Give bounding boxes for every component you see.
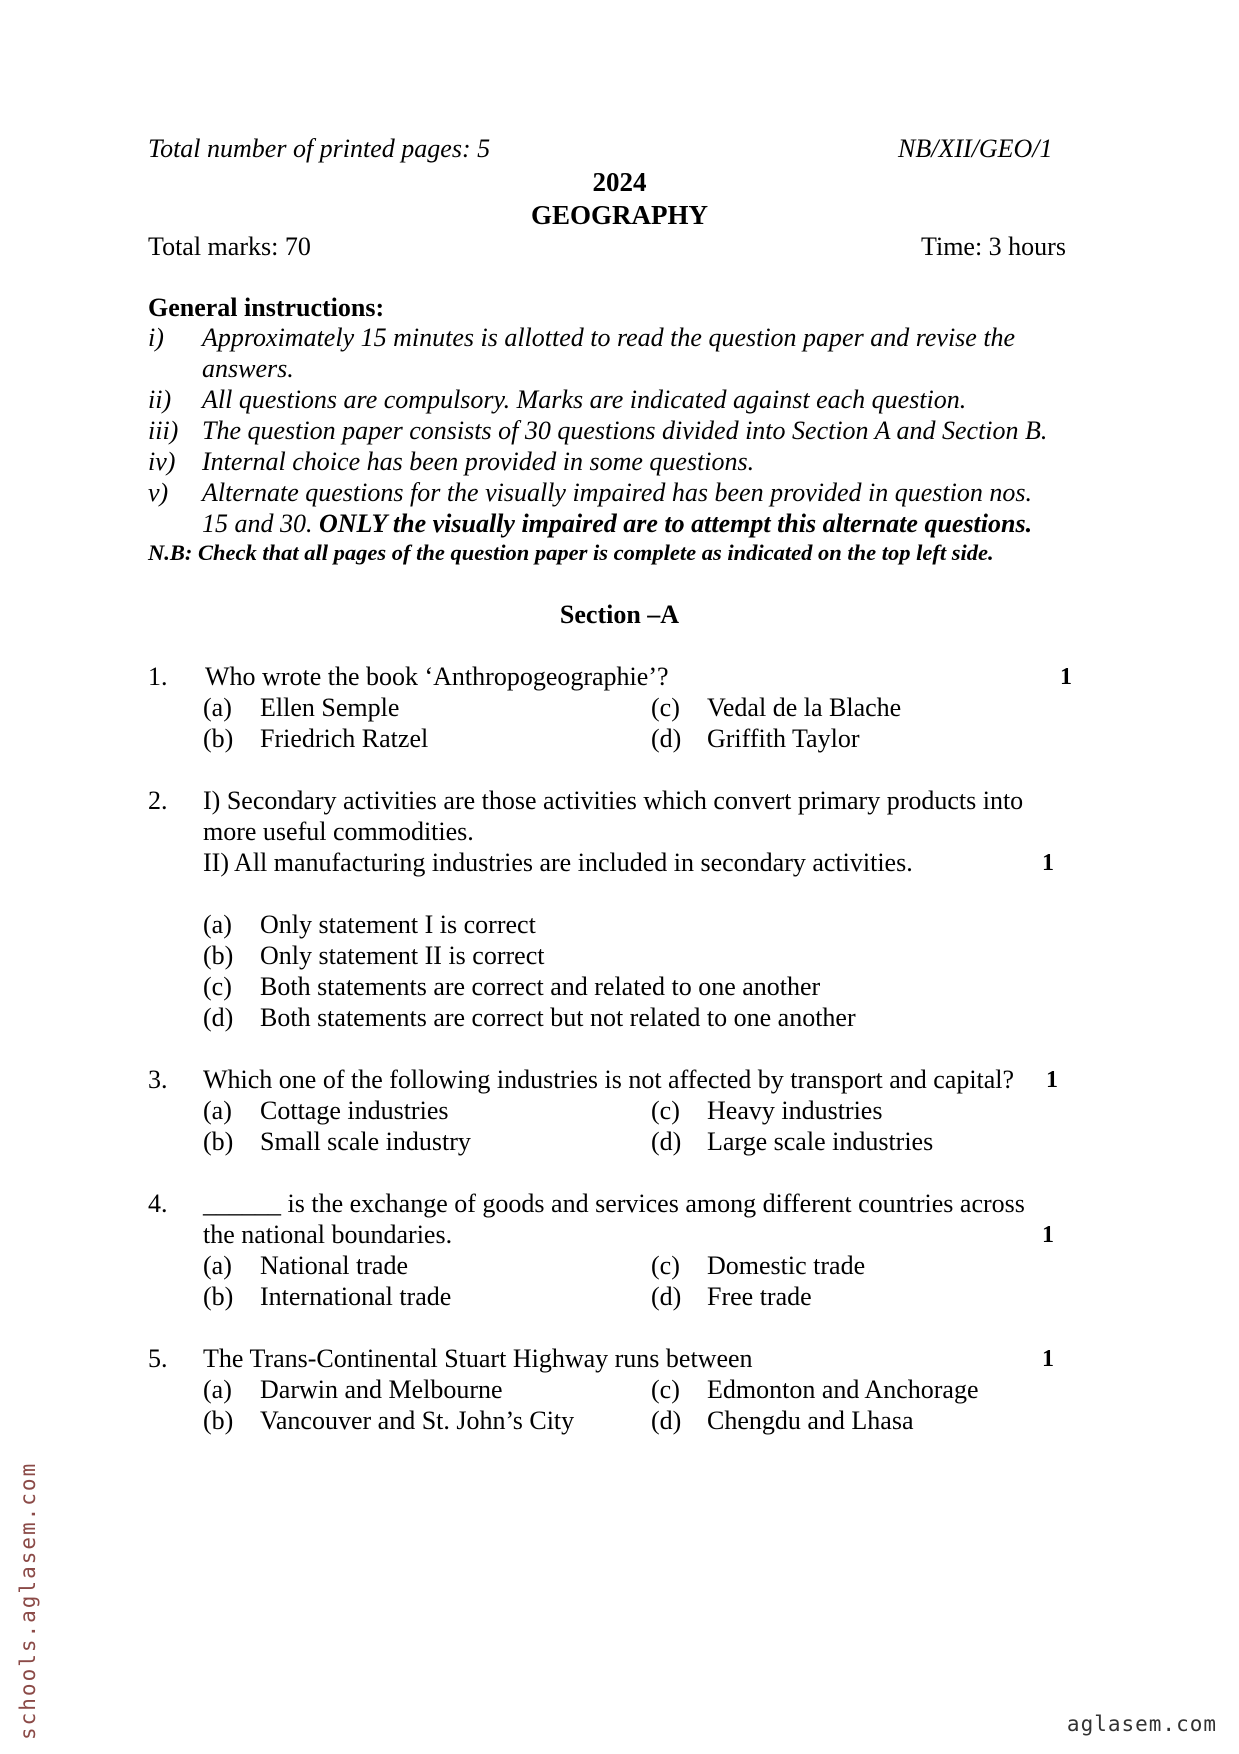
option-label: (d) bbox=[651, 1406, 682, 1435]
option-text: Friedrich Ratzel bbox=[260, 724, 429, 753]
question-number: 4. bbox=[148, 1189, 168, 1218]
option-text: Darwin and Melbourne bbox=[260, 1375, 503, 1404]
option-text: National trade bbox=[260, 1251, 408, 1280]
option-text: Both statements are correct but not related to one another bbox=[260, 1003, 856, 1032]
question-text-part: is the exchange of goods and services among different countries across bbox=[281, 1189, 1025, 1218]
question-text: The Trans-Continental Stuart Highway runs between bbox=[203, 1344, 753, 1373]
instructions-heading: General instructions: bbox=[148, 293, 385, 322]
option-label: (c) bbox=[651, 1096, 680, 1125]
question-number: 5. bbox=[148, 1344, 168, 1373]
instruction-text: answers. bbox=[202, 354, 294, 383]
question-text: I) Secondary activities are those activities which convert primary products into bbox=[203, 786, 1024, 815]
option-text: International trade bbox=[260, 1282, 452, 1311]
option-text: Free trade bbox=[707, 1282, 812, 1311]
option-text: Domestic trade bbox=[707, 1251, 866, 1280]
paper-code: NB/XII/GEO/1 bbox=[898, 134, 1053, 163]
question-marks: 1 bbox=[1042, 850, 1054, 876]
option-text: Vedal de la Blache bbox=[707, 693, 902, 722]
question-text: Who wrote the book ‘Anthropogeographie’? bbox=[205, 662, 669, 691]
question-marks: 1 bbox=[1042, 1222, 1054, 1248]
option-text: Griffith Taylor bbox=[707, 724, 860, 753]
option-label: (c) bbox=[203, 972, 232, 1001]
instruction-num: i) bbox=[148, 323, 164, 352]
instruction-emphasis: ONLY the visually impaired are to attempt this alternate questions. bbox=[319, 509, 1033, 538]
option-label: (a) bbox=[203, 1096, 232, 1125]
question-text: II) All manufacturing industries are included in secondary activities. bbox=[203, 848, 913, 877]
side-watermark: schools.aglasem.com bbox=[16, 1461, 40, 1740]
exam-year: 2024 bbox=[592, 167, 647, 197]
option-text: Heavy industries bbox=[707, 1096, 883, 1125]
question-number: 2. bbox=[148, 786, 168, 815]
option-label: (c) bbox=[651, 1251, 680, 1280]
bottom-watermark: aglasem.com bbox=[1066, 1712, 1217, 1736]
option-text: Vancouver and St. John’s City bbox=[260, 1406, 575, 1435]
option-label: (d) bbox=[203, 1003, 234, 1032]
instruction-num: iv) bbox=[148, 447, 176, 476]
instruction-text: Internal choice has been provided in some questions. bbox=[202, 447, 755, 476]
option-text: Edmonton and Anchorage bbox=[707, 1375, 979, 1404]
instruction-num: v) bbox=[148, 478, 169, 507]
total-marks: Total marks: 70 bbox=[148, 232, 311, 261]
option-label: (a) bbox=[203, 1251, 232, 1280]
question-marks: 1 bbox=[1046, 1067, 1058, 1093]
question-text: Which one of the following industries is not affected by transport and capital? bbox=[203, 1065, 1015, 1094]
instruction-num: iii) bbox=[148, 416, 179, 445]
instruction-text-part: 15 and 30. bbox=[202, 509, 313, 538]
section-title: Section –A bbox=[559, 600, 680, 629]
question-number: 1. bbox=[148, 662, 168, 691]
instruction-text: Approximately 15 minutes is allotted to read the question paper and revise the bbox=[202, 323, 1016, 352]
question-marks: 1 bbox=[1042, 1346, 1054, 1372]
instruction-text bbox=[202, 509, 1032, 539]
question-marks: 1 bbox=[1060, 664, 1072, 690]
option-label: (b) bbox=[203, 941, 234, 970]
option-label: (a) bbox=[203, 693, 232, 722]
option-label: (a) bbox=[203, 910, 232, 939]
printed-pages: Total number of printed pages: 5 bbox=[148, 134, 491, 163]
option-text: Only statement I is correct bbox=[260, 910, 536, 939]
exam-time: Time: 3 hours bbox=[921, 232, 1066, 261]
option-label: (b) bbox=[203, 724, 234, 753]
fill-blank: ______ bbox=[203, 1189, 281, 1218]
option-label: (d) bbox=[651, 1127, 682, 1156]
question-text: more useful commodities. bbox=[203, 817, 474, 846]
option-text: Small scale industry bbox=[260, 1127, 471, 1156]
option-label: (d) bbox=[651, 724, 682, 753]
option-text: Cottage industries bbox=[260, 1096, 449, 1125]
question-text bbox=[203, 1189, 1025, 1219]
instruction-text: All questions are compulsory. Marks are indicated against each question. bbox=[202, 385, 967, 414]
subject-title: GEOGRAPHY bbox=[530, 200, 708, 230]
question-number: 3. bbox=[148, 1065, 168, 1094]
option-text: Large scale industries bbox=[707, 1127, 934, 1156]
option-text: Both statements are correct and related to one another bbox=[260, 972, 821, 1001]
instruction-num: ii) bbox=[148, 385, 172, 414]
option-label: (d) bbox=[651, 1282, 682, 1311]
option-text: Chengdu and Lhasa bbox=[707, 1406, 914, 1435]
instruction-text: Alternate questions for the visually impaired has been provided in question nos. bbox=[202, 478, 1032, 507]
option-label: (c) bbox=[651, 693, 680, 722]
option-label: (b) bbox=[203, 1127, 234, 1156]
option-label: (a) bbox=[203, 1375, 232, 1404]
option-label: (c) bbox=[651, 1375, 680, 1404]
option-label: (b) bbox=[203, 1282, 234, 1311]
option-text: Only statement II is correct bbox=[260, 941, 545, 970]
nb-note: N.B: Check that all pages of the question paper is complete as indicated on the top left side. bbox=[148, 540, 994, 565]
question-text: the national boundaries. bbox=[203, 1220, 453, 1249]
instruction-text: The question paper consists of 30 questions divided into Section A and Section B. bbox=[202, 416, 1048, 445]
option-text: Ellen Semple bbox=[260, 693, 400, 722]
option-label: (b) bbox=[203, 1406, 234, 1435]
